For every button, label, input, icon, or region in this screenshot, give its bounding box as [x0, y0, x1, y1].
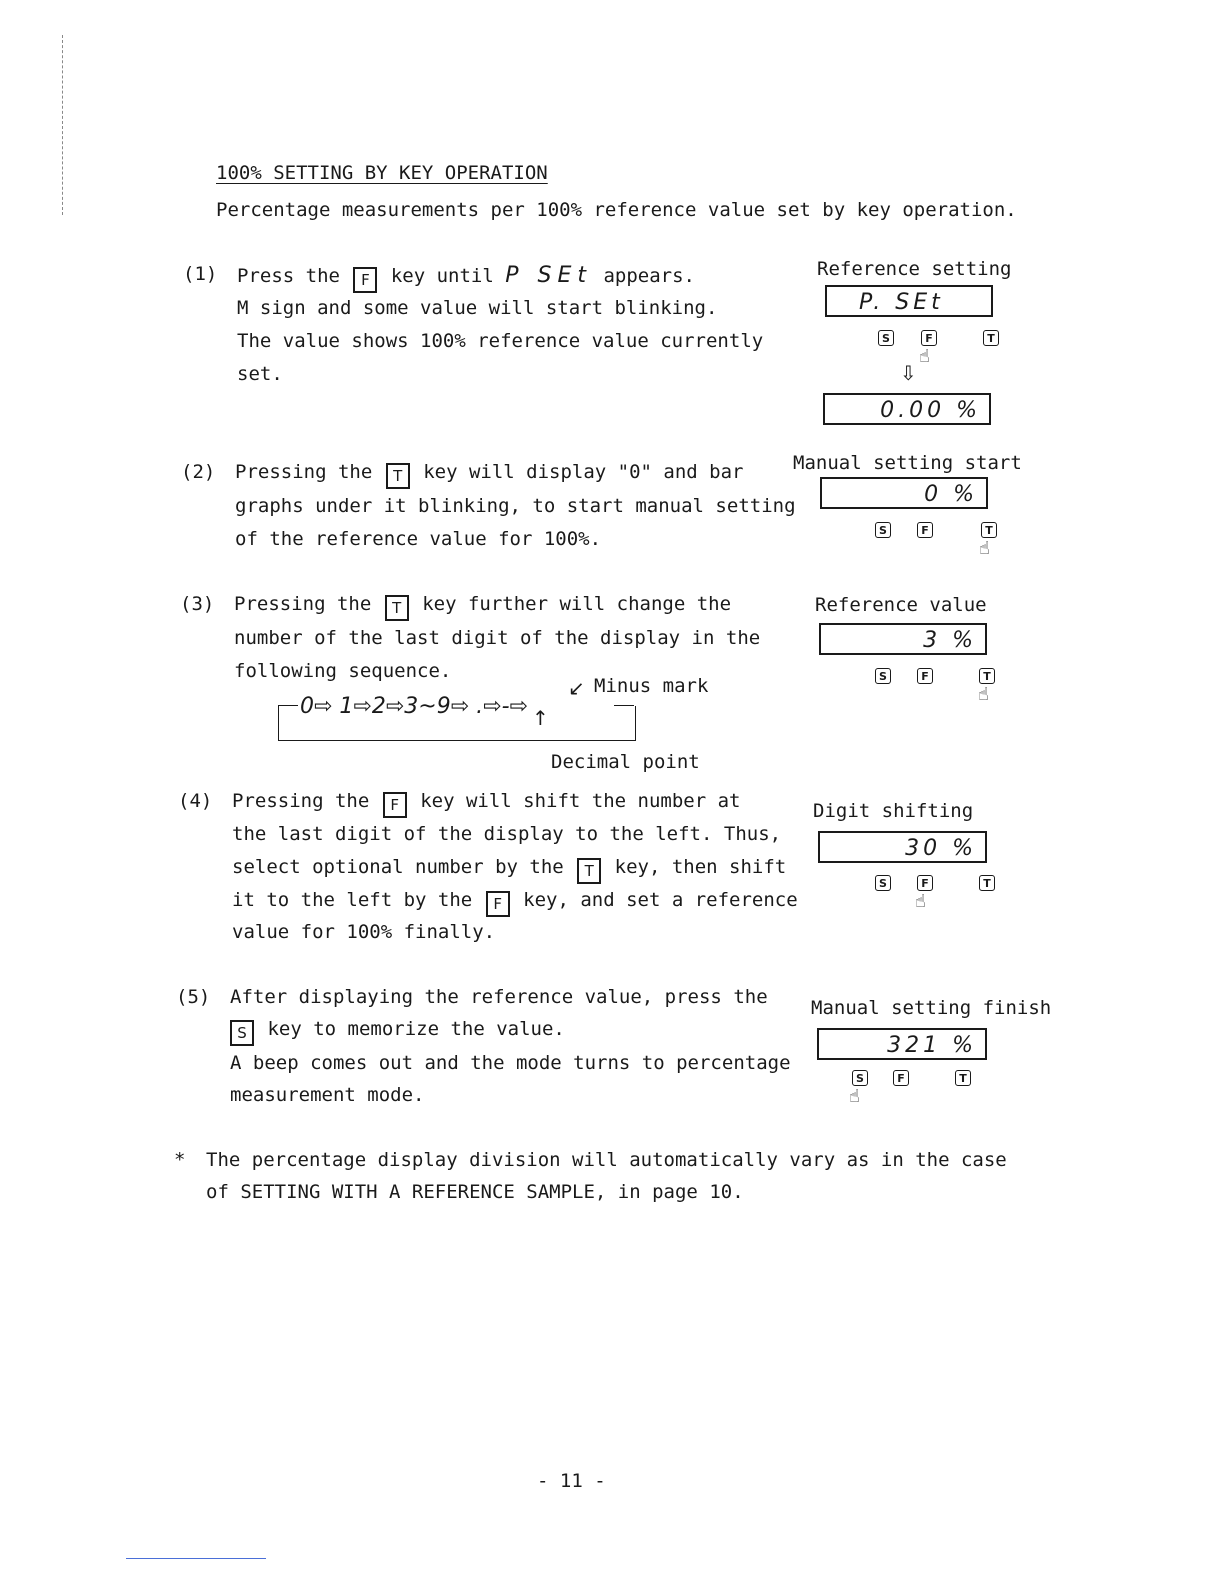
step-4-text-4b: key, and set a reference: [523, 889, 798, 911]
step-3-line-2: number of the last digit of the display in the: [234, 627, 761, 649]
down-arrow-icon: ⇩: [900, 361, 917, 385]
panel-5-caption: Manual setting finish: [811, 997, 1052, 1019]
t-key-icon: T: [981, 522, 997, 538]
step-4-text-3b: key, then shift: [614, 856, 787, 878]
f-key-icon: F: [353, 267, 377, 293]
intro-text: Percentage measurements per 100% reference value set by key operation.: [216, 199, 1017, 221]
step-4-line-4: [232, 889, 798, 917]
t-key-icon: T: [979, 875, 995, 891]
pointing-hand-icon: ☝: [849, 1086, 860, 1107]
decimal-point-label: Decimal point: [551, 751, 700, 773]
step-3-number: (3): [180, 593, 215, 615]
step-5-text-2: key to memorize the value.: [267, 1018, 565, 1040]
step-4-text-3a: select optional number by the: [232, 856, 564, 878]
minus-mark-label: Minus mark: [594, 675, 709, 697]
step-1-line-2: M sign and some value will start blinking.: [237, 297, 718, 319]
step-1-line-3: The value shows 100% reference value currently: [237, 330, 764, 352]
footer-rule: [126, 1558, 266, 1559]
s-key-icon: S: [875, 668, 891, 684]
f-key-icon: F: [921, 330, 937, 346]
step-4-text-a: Pressing the: [232, 790, 370, 812]
step-1-line-4: set.: [237, 363, 283, 385]
panel-1-display-2: 0.00 %: [823, 393, 991, 425]
step-3-text-a: Pressing the: [234, 593, 372, 615]
step-2-number: (2): [181, 461, 216, 483]
note-line-2: of SETTING WITH A REFERENCE SAMPLE, in page 10.: [206, 1181, 744, 1203]
step-3-line-1: [234, 593, 731, 621]
pointing-hand-icon: ☝: [979, 538, 990, 559]
step-5-line-2: [230, 1018, 565, 1046]
f-key-icon: F: [917, 522, 933, 538]
step-2-line-1: [235, 461, 743, 489]
s-key-icon: S: [875, 875, 891, 891]
step-2-text-b: key will display "0" and bar: [423, 461, 744, 483]
pointing-hand-icon: ☝: [978, 684, 989, 705]
f-key-icon: F: [383, 792, 407, 818]
s-key-icon: S: [852, 1070, 868, 1086]
s-key-icon: S: [878, 330, 894, 346]
step-2-line-3: of the reference value for 100%.: [235, 528, 602, 550]
panel-3-caption: Reference value: [815, 594, 987, 616]
pointing-hand-icon: ☝: [919, 346, 930, 367]
step-4-line-1: [232, 790, 740, 818]
step-5-line-1: After displaying the reference value, press the: [230, 986, 768, 1008]
step-4-text-b: key will shift the number at: [420, 790, 741, 812]
step-4-line-5: value for 100% finally.: [232, 921, 496, 943]
s-key-icon: S: [875, 522, 891, 538]
decimal-pointer-icon: ↑: [532, 706, 549, 730]
t-key-icon: T: [386, 463, 410, 489]
note-asterisk: *: [174, 1149, 186, 1171]
panel-1-display: P. SEt: [825, 285, 993, 317]
step-2-line-2: graphs under it blinking, to start manual setting: [235, 495, 796, 517]
t-key-icon: T: [577, 858, 601, 884]
panel-2-display: 0 %: [820, 477, 988, 509]
t-key-icon: T: [955, 1070, 971, 1086]
note-line-1: The percentage display division will automatically vary as in the case: [206, 1149, 1007, 1171]
step-4-text-4a: it to the left by the: [232, 889, 473, 911]
t-key-icon: T: [983, 330, 999, 346]
panel-5-display: 321 %: [817, 1028, 987, 1060]
step-4-number: (4): [178, 790, 213, 812]
step-1-text-c: appears.: [603, 265, 695, 287]
f-key-icon: F: [917, 875, 933, 891]
t-key-icon: T: [385, 595, 409, 621]
step-1-number: (1): [183, 263, 218, 285]
step-2-text-a: Pressing the: [235, 461, 373, 483]
s-key-icon: S: [230, 1020, 254, 1046]
pset-segment-text: P SEt: [505, 263, 593, 288]
margin-dashed-line: [62, 35, 63, 215]
f-key-icon: F: [917, 668, 933, 684]
sequence-loop-tick-left: [278, 705, 298, 706]
page-number: - 11 -: [537, 1470, 606, 1492]
step-1-text-a: Press the: [237, 265, 340, 287]
sequence-loop-bracket: [278, 706, 636, 741]
f-key-icon: F: [486, 891, 510, 917]
f-key-icon: F: [893, 1070, 909, 1086]
step-4-line-2: the last digit of the display to the left. Thus,: [232, 823, 782, 845]
step-5-line-4: measurement mode.: [230, 1084, 425, 1106]
step-3-text-b: key further will change the: [422, 593, 732, 615]
panel-1-caption: Reference setting: [817, 258, 1012, 280]
panel-4-display: 30 %: [818, 831, 987, 863]
step-1-line-1: [237, 263, 695, 293]
panel-4-caption: Digit shifting: [813, 800, 974, 822]
panel-3-display: 3 %: [819, 623, 987, 655]
minus-pointer-icon: ↙: [568, 676, 585, 700]
digit-sequence: 0⇨ 1⇨2⇨3~9⇨ .⇨-⇨: [300, 694, 528, 719]
t-key-icon: T: [979, 668, 995, 684]
step-5-line-3: A beep comes out and the mode turns to percentage: [230, 1052, 791, 1074]
sequence-loop-tick-right: [614, 705, 634, 706]
step-4-line-3: [232, 856, 786, 884]
step-5-number: (5): [176, 986, 211, 1008]
section-heading: 100% SETTING BY KEY OPERATION: [216, 162, 548, 184]
panel-2-caption: Manual setting start: [793, 452, 1022, 474]
step-1-text-b: key until: [390, 265, 494, 287]
step-3-line-3: following sequence.: [234, 660, 452, 682]
pointing-hand-icon: ☝: [915, 891, 926, 912]
